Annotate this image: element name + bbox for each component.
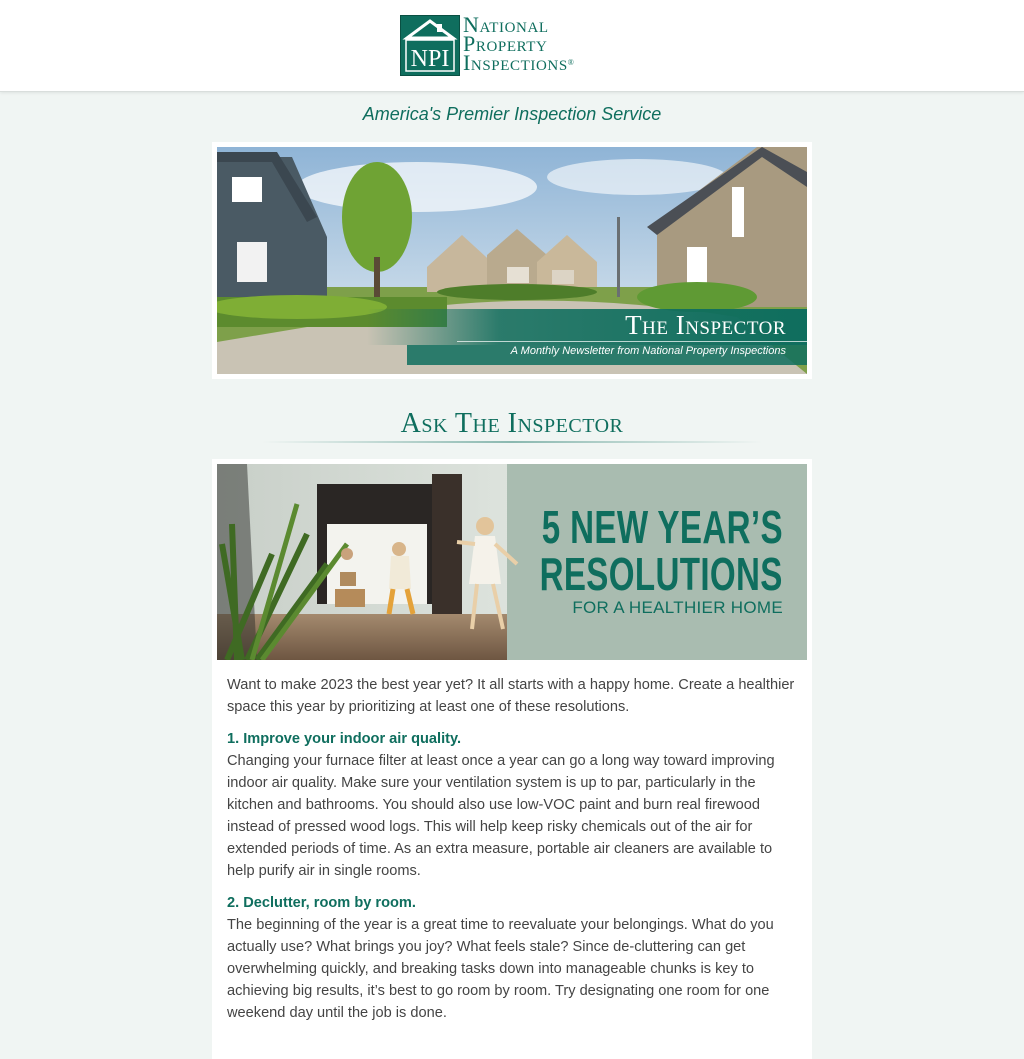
company-name-line3-text: Inspections xyxy=(463,50,568,75)
article-item-body: Changing your furnace filter at least once a year can go a long way toward improving indoor air quality. Make sure your ventilation system is up to par, particularly in the kitchen and bathrooms. You should also use low-VOC paint and burn real firewood instead of pressed wood logs. This will help keep risky chemicals out of the air for extended periods of time. As an extra measure, portable air cleaners are available to help purify air in single rooms. xyxy=(227,753,775,879)
article-intro: Want to make 2023 the best year yet? It all starts with a happy home. Create a healthier space this year by prioritizing at least one of these resolutions. xyxy=(227,677,795,715)
section-title-text: Ask The Inspector xyxy=(400,408,624,439)
section-divider xyxy=(262,441,762,443)
company-name-line3 xyxy=(463,50,575,75)
article-hero-image xyxy=(217,464,807,660)
article-body xyxy=(227,674,802,1034)
registered-mark: ® xyxy=(567,58,575,67)
svg-text:NPI: NPI xyxy=(410,46,450,72)
article-item-body: The beginning of the year is a great time to reevaluate your belongings. What do you actually use? What brings you joy? What feels stale? Since de-cluttering can get overwhelming quickly, and breaking tasks down into manageable chunks is key to achieving big results, it’s best to go room by room. Try designating one room for one weekend day until the job is done. xyxy=(227,917,774,1021)
article-item-heading: 1. Improve your indoor air quality. xyxy=(227,731,462,747)
npi-logo[interactable] xyxy=(400,12,630,77)
section-title xyxy=(0,408,1024,440)
promo-headline-line1: 5 NEW YEAR’S xyxy=(541,501,783,553)
newsletter-title-text: The Inspector xyxy=(625,310,786,340)
newsletter-banner xyxy=(212,142,812,379)
article-item-heading: 2. Declutter, room by room. xyxy=(227,895,416,911)
tagline: America's Premier Inspection Service xyxy=(362,104,662,124)
company-name xyxy=(463,12,575,75)
promo-headline-line2: RESOLUTIONS xyxy=(539,548,783,600)
company-name-line2: Property xyxy=(463,31,548,56)
site-header xyxy=(0,0,1024,92)
newsletter-title xyxy=(625,310,786,341)
article-card xyxy=(212,459,812,1059)
company-name-line1: National xyxy=(463,12,549,37)
article-item xyxy=(227,728,802,882)
newsletter-subtitle: A Monthly Newsletter from National Property Inspections xyxy=(510,345,786,357)
promo-headline-line3: FOR A HEALTHIER HOME xyxy=(572,598,783,617)
npi-monogram-icon xyxy=(400,15,460,76)
article-item xyxy=(227,892,802,1024)
